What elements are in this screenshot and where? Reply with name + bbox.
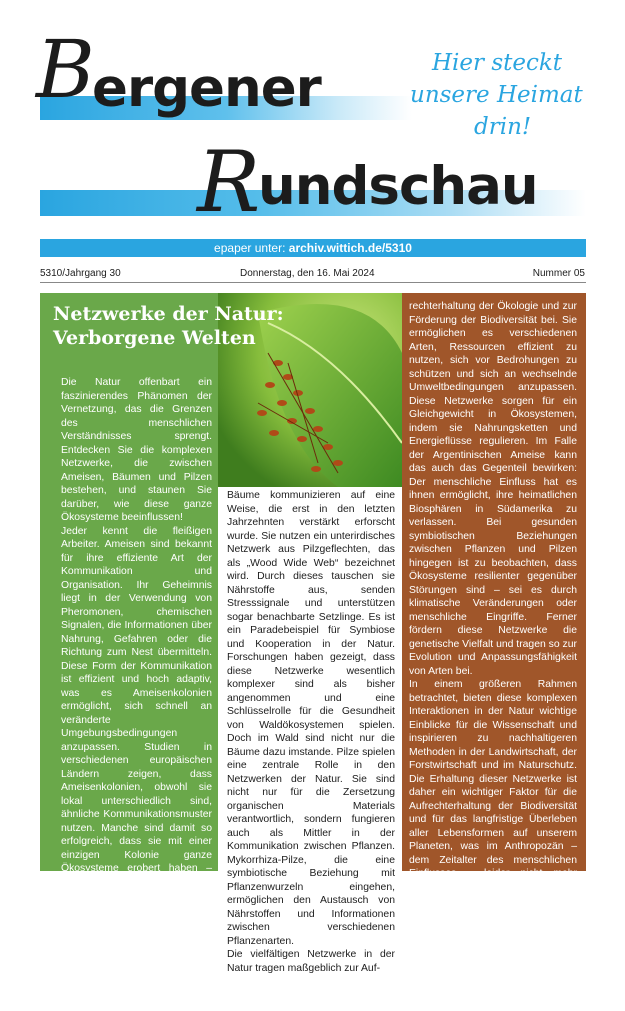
title-line2-initial: R <box>197 133 261 231</box>
epaper-link[interactable]: archiv.wittich.de/5310 <box>288 241 412 255</box>
col2-paragraph-networks: Die vielfältigen Netzwerke in der Natur tragen maßgeblich zur Auf- <box>227 949 395 974</box>
epaper-banner <box>40 239 586 257</box>
col2-paragraph-trees: Bäume kommunizieren auf eine Weise, die erst in den letzten Jahrzehnten verstärkt erforscht wurde. Sie nutzen ein unterirdisches Netzwerk aus Pilzgeflechten, das als „Wood Wide Web“ bezeichnet wird. Durch dieses tauschen sie Nährstoffe aus, senden Stresssignale und unterstützen sogar benachbarte Setzlinge. Es ist ein Paradebeispiel für Symbiose und Kooperation in der Natur. Forschungen haben gezeigt, dass diese Netzwerke wesentlich komplexer sind als bisher angenommen und eine Schlüsselrolle für die Gesundheit von Waldökosystemen spielen. Doch im Wald sind nicht nur die Bäume dazu imstande. Pilze spielen eine zentrale Rolle in den Netzwerken der Natur. Sie sind nicht nur für die Zersetzung organischen Materials verantwortlich, sondern fungieren auch als Mittler in der Kommunikation zwischen Pflanzen. Mykorrhiza-Pilze, die eine symbiotische Beziehung mit Pflanzenwurzeln eingehen, ermöglichen den Austausch von Nährstoffen und Informationen zwischen verschiedenen Pflanzenarten. <box>227 490 395 947</box>
epaper-prefix: epaper unter: <box>214 241 286 255</box>
article-column-1 <box>61 376 212 1011</box>
article-headline <box>53 302 284 350</box>
col1-paragraph-ants: Jeder kennt die fleißigen Arbeiter. Ameisen sind bekannt für ihre effiziente Art der Kommunikation und Organisation. Ihr Geheimnis liegt in der Verwendung von Pheromonen, chemischen Signalen, die Informationen über Nahrung, Gefahren oder die Richtung zum Nest übermitteln. Diese Form der Kommunikation ist effizient und hoch adaptiv, was es Ameisenkolonien ermöglicht, sich schnell an veränderte Umgebungsbedingungen anzupassen. Studien in verschiedenen europäischen Ländern zeigen, dass Ameisenkolonien, obwohl sie lokal unterschiedlich sind, ähnliche Kommunikationsmuster nutzen. Manche sind damit so erfolgreich, dass sie mit einer einzigen Kolonie ganze Ökosysteme erobert haben – wie Linepithema humile beweist, die invasive Argentinische Ameise. Sie hat sich, auch durch menschliche Hilfe, mit einer etablierten Kolonie seit 2007 von Galicien bis Italien über 6000 Kilometer ausgebreitet. <box>61 525 212 982</box>
article-column-3 <box>409 300 577 908</box>
issue-date: Donnerstag, den 16. Mai 2024 <box>240 268 375 279</box>
col1-paragraph-intro: Die Natur offenbart ein faszinierendes Phänomen der Vernetzung, das die Grenzen des menschlichen Verständnisses sprengt. Entdecken Sie die komplexen Netzwerke, die zwischen Ameisen, Bäumen und Pilzen bestehen, und staunen Sie darüber, wie diese ganze Ökosysteme beeinflussen! <box>61 377 212 523</box>
title-line1-initial: B <box>36 23 95 116</box>
title-line2-rest: undschau <box>258 156 538 217</box>
issue-number: Nummer 05 <box>532 268 585 279</box>
col1-paragraph-forest: Im Wald gibt es derweil Effekte, die lokaler zum Tragen kommen. <box>61 984 212 1009</box>
col3-paragraph-outlook: In einem größeren Rahmen betrachtet, bieten diese komplexen Interaktionen in der Natur wichtige Einblicke für die Wissenschaft und inspirieren zu nachhaltigeren Methoden in der Landwirtschaft, der Forstwirtschaft und im Naturschutz. Die Erhaltung dieser Netzwerke ist daher ein wichtiger Faktor für die Aufrechterhaltung der Biodiversität und für das langfristige Überleben aller Lebensformen auf unserem Planeten, was im Anthropozän – dem Zeitalter des menschlichen Einflusses – leider nicht mehr selbstverständlich ist. Striegel/DEIKE <box>409 679 577 906</box>
issue-edition: 5310/Jahrgang 30 <box>40 268 121 279</box>
headline-line1: Netzwerke der Natur: <box>53 303 284 325</box>
slogan-line2: unsere Heimat <box>410 82 583 108</box>
article-column-2 <box>227 489 395 975</box>
slogan-line1: Hier steckt <box>432 50 563 76</box>
col3-paragraph-ecology: rechterhaltung der Ökologie und zur Förderung der Biodiversität bei. Sie ermöglichen es verschiedenen Arten, Ressourcen effizient zu nutzen, sich vor Bedrohungen zu schützen und sich an wechselnde Umweltbedingungen anzupassen. Diese Netzwerke sorgen für ein Gleichgewicht in Ökosystemen, indem sie Nahrungsketten und Energieflüsse regulieren. Im Falle der Argentinischen Ameise kann das auch das Gegenteil bewirken: Der menschliche Einfluss hat es ihnen ermöglicht, ihre heimatlichen Biosphären in Südamerika zu verlassen. Bei gesunden symbiotischen Beziehungen zwischen Pflanzen und Pilzen hingegen ist zu beobachten, dass Ökosysteme resilienter gegenüber Störungen sind – sei es durch klimatische Veränderungen oder menschliche Eingriffe. Ferner fördern diese Netzwerke die genetische Vielfalt und tragen so zur Evolution und Anpassungsfähigkeit von Arten bei. <box>409 301 577 677</box>
issue-rule-top <box>40 282 586 283</box>
headline-line2: Verborgene Welten <box>53 327 256 349</box>
slogan-line3: drin! <box>474 114 532 140</box>
title-line1-rest: ergener <box>92 58 321 119</box>
